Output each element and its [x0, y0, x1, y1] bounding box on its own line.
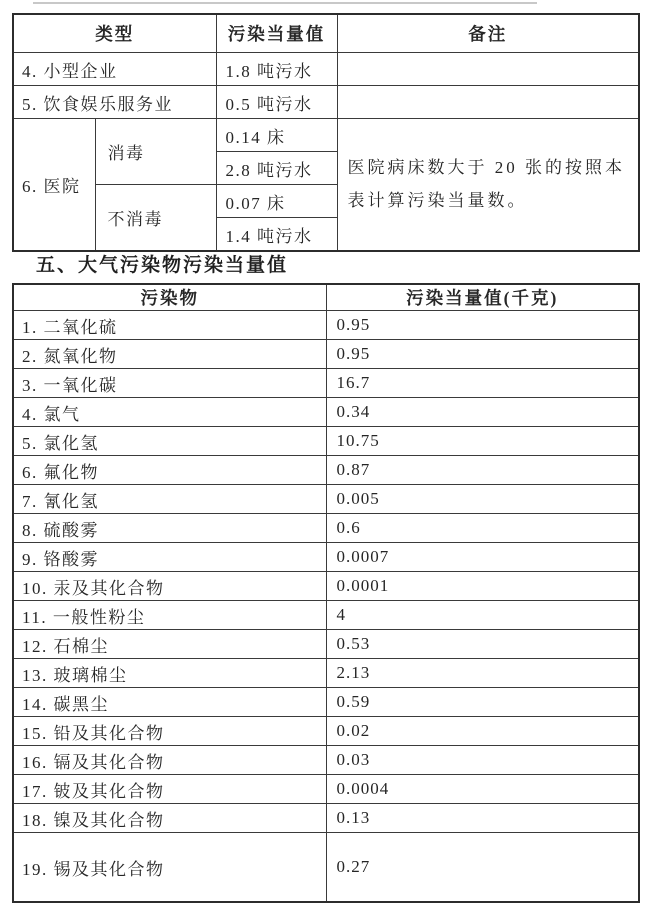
table-row [13, 572, 639, 601]
pollutant-value-cell: 0.53 [326, 630, 639, 659]
table-row [13, 746, 639, 775]
pollutant-value-cell: 0.13 [326, 804, 639, 833]
table-row [13, 630, 639, 659]
pollutant-value-cell: 0.95 [326, 340, 639, 369]
col-header-remark: 备注 [337, 14, 639, 53]
pollutant-label-cell: 16. 镉及其化合物 [13, 746, 326, 775]
table-row [13, 514, 639, 543]
hospital-label-cell: 6. 医院 [13, 119, 95, 252]
pollutant-label-cell: 8. 硫酸雾 [13, 514, 326, 543]
page-cut-artifact-line [33, 2, 537, 4]
pollutant-value-cell: 0.02 [326, 717, 639, 746]
table-row [13, 804, 639, 833]
table-row [13, 659, 639, 688]
pollutant-label-cell: 2. 氮氧化物 [13, 340, 326, 369]
table-row-hospital [13, 119, 639, 152]
table-row [13, 340, 639, 369]
table-row [13, 717, 639, 746]
pollutant-label-cell: 7. 氰化氢 [13, 485, 326, 514]
pollutant-label-cell: 14. 碳黑尘 [13, 688, 326, 717]
pollutant-value-cell: 0.34 [326, 398, 639, 427]
pollutant-label-cell: 6. 氟化物 [13, 456, 326, 485]
hospital-no-disinfect-label-cell: 不消毒 [95, 185, 216, 252]
air-table-body [13, 284, 639, 902]
pollutant-label-cell: 4. 氯气 [13, 398, 326, 427]
air-pollutant-table [12, 283, 640, 903]
row-label-cell: 5. 饮食娱乐服务业 [13, 86, 216, 119]
row-remark-cell [337, 53, 639, 86]
col-header-pollutant: 污染物 [13, 284, 326, 311]
pollutant-value-cell: 2.13 [326, 659, 639, 688]
pollutant-label-cell: 18. 镍及其化合物 [13, 804, 326, 833]
row-value-cell: 1.8 吨污水 [216, 53, 337, 86]
table-row [13, 53, 639, 86]
pollutant-value-cell: 0.005 [326, 485, 639, 514]
pollutant-label-cell: 17. 铍及其化合物 [13, 775, 326, 804]
pollutant-label-cell: 1. 二氧化硫 [13, 311, 326, 340]
col-header-value: 污染当量值(千克) [326, 284, 639, 311]
row-value-cell: 2.8 吨污水 [216, 152, 337, 185]
table-row [13, 543, 639, 572]
pollutant-value-cell: 16.7 [326, 369, 639, 398]
table-row [13, 311, 639, 340]
table-row [13, 485, 639, 514]
table-row [13, 398, 639, 427]
table-row [13, 833, 639, 903]
pollutant-value-cell: 0.03 [326, 746, 639, 775]
pollutant-label-cell: 13. 玻璃棉尘 [13, 659, 326, 688]
pollutant-value-cell: 4 [326, 601, 639, 630]
table-row [13, 601, 639, 630]
row-value-cell: 1.4 吨污水 [216, 218, 337, 252]
row-value-cell: 0.07 床 [216, 185, 337, 218]
col-header-equivalent: 污染当量值 [216, 14, 337, 53]
table-row [13, 775, 639, 804]
table-row [13, 688, 639, 717]
pollutant-label-cell: 12. 石棉尘 [13, 630, 326, 659]
row-remark-cell [337, 86, 639, 119]
pollutant-value-cell: 0.0001 [326, 572, 639, 601]
pollutant-value-cell: 0.6 [326, 514, 639, 543]
hospital-disinfect-label-cell: 消毒 [95, 119, 216, 185]
table-row [13, 86, 639, 119]
section-heading: 五、大气污染物污染当量值 [36, 255, 289, 276]
pollutant-label-cell: 19. 锡及其化合物 [13, 833, 326, 903]
pollutant-value-cell: 0.27 [326, 833, 639, 903]
hospital-remark-cell: 医院病床数大于 20 张的按照本表计算污染当量数。 [337, 119, 639, 252]
row-value-cell: 0.5 吨污水 [216, 86, 337, 119]
pollutant-label-cell: 5. 氯化氢 [13, 427, 326, 456]
wastewater-header-row [13, 14, 639, 53]
pollutant-value-cell: 0.59 [326, 688, 639, 717]
pollutant-label-cell: 9. 铬酸雾 [13, 543, 326, 572]
pollutant-value-cell: 0.95 [326, 311, 639, 340]
pollutant-label-cell: 11. 一般性粉尘 [13, 601, 326, 630]
pollutant-value-cell: 10.75 [326, 427, 639, 456]
pollutant-label-cell: 3. 一氧化碳 [13, 369, 326, 398]
pollutant-label-cell: 15. 铅及其化合物 [13, 717, 326, 746]
pollutant-value-cell: 0.87 [326, 456, 639, 485]
row-value-cell: 0.14 床 [216, 119, 337, 152]
col-header-type: 类型 [13, 14, 216, 53]
row-label-cell: 4. 小型企业 [13, 53, 216, 86]
air-table-header-row [13, 284, 639, 311]
table-row [13, 369, 639, 398]
wastewater-table [12, 13, 640, 252]
pollutant-value-cell: 0.0007 [326, 543, 639, 572]
table-row [13, 456, 639, 485]
pollutant-value-cell: 0.0004 [326, 775, 639, 804]
pollutant-label-cell: 10. 汞及其化合物 [13, 572, 326, 601]
table-row [13, 427, 639, 456]
